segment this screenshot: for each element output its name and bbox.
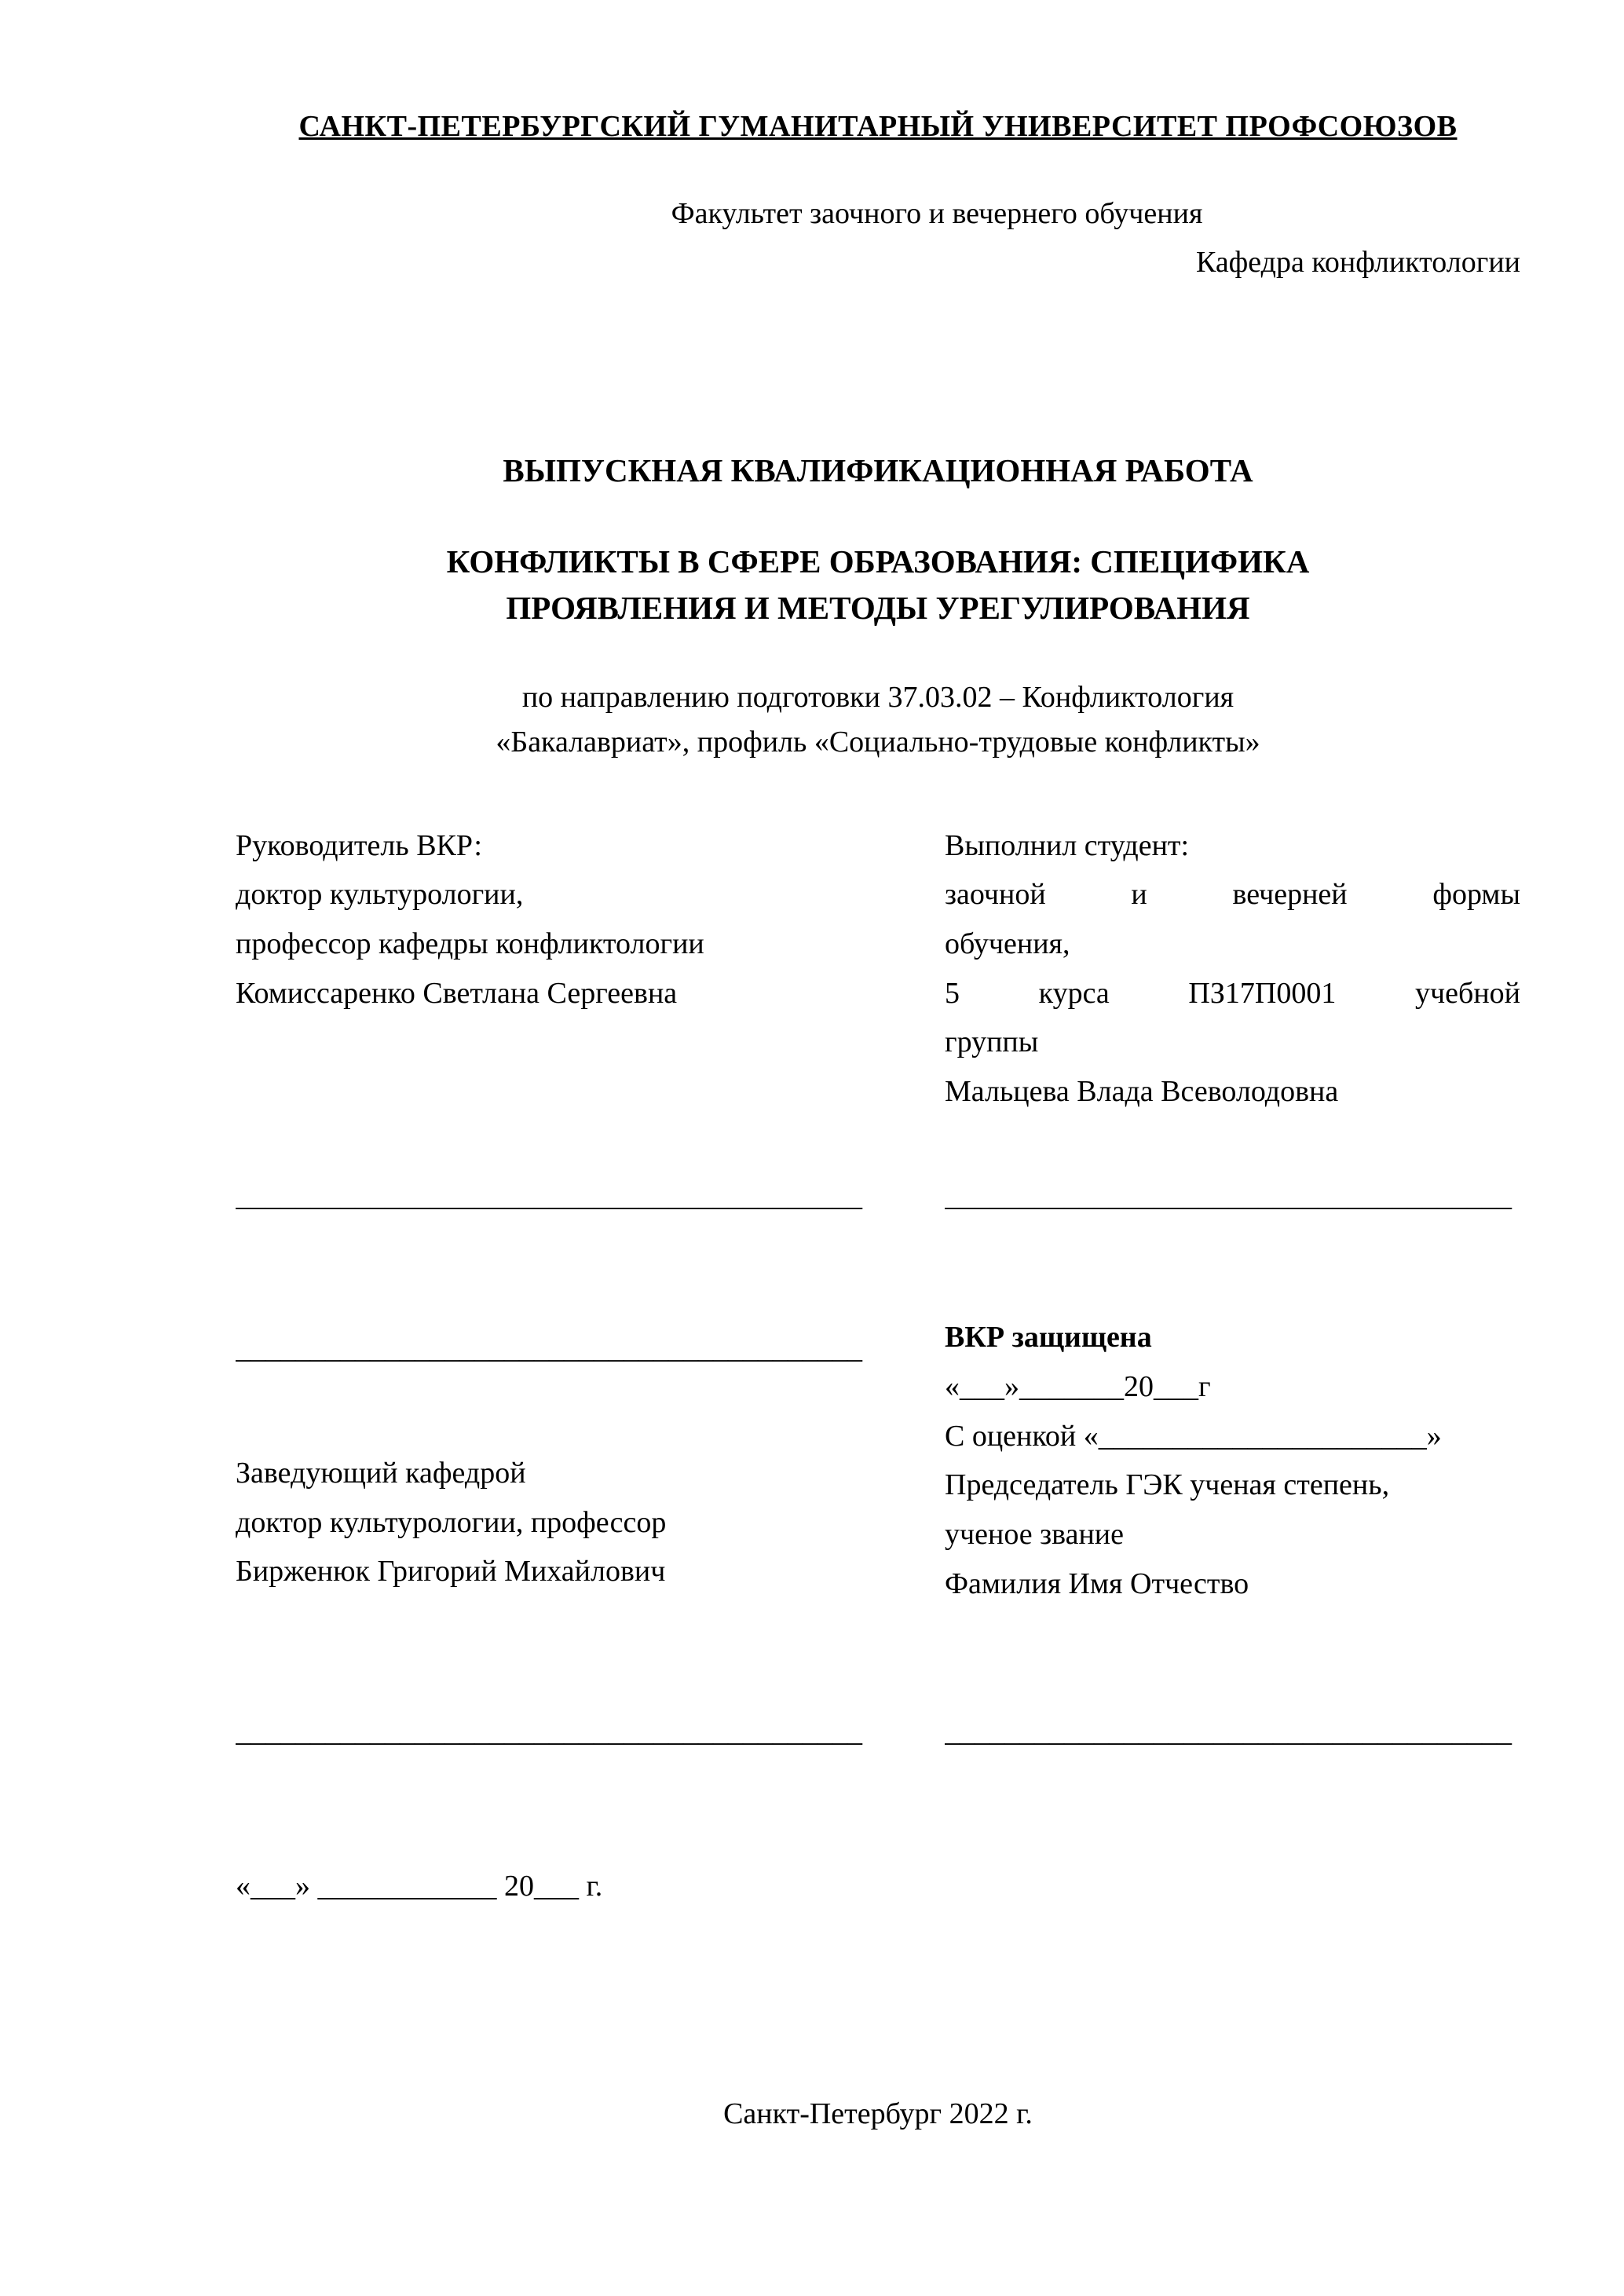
supervisor-label: Руководитель ВКР: [236, 828, 482, 862]
department-name: Кафедра конфликтологии [1195, 246, 1520, 280]
signature-row-1 [236, 1172, 1520, 1221]
defense-section [236, 1313, 1520, 1608]
page-content [236, 102, 1520, 1911]
gek-chair-line-2: ученое звание [945, 1518, 1124, 1552]
program-direction: по направлению подготовки 37.03.02 – Конфликтология [521, 680, 1234, 714]
defense-block [945, 1313, 1520, 1608]
defense-grade-line: С оценкой «______________________» [945, 1419, 1442, 1453]
head-signature-line-top: __________________________________________ [236, 1332, 862, 1366]
gek-chair-signature-line: ______________________________________ [945, 1714, 1512, 1748]
student-group-line-1: 5 курса ПЗ17П0001 учебной [945, 976, 1520, 1010]
head-signature-line-bottom: __________________________________________ [236, 1714, 862, 1748]
supervisor-degree: доктор культурологии, [236, 878, 524, 912]
faculty-name: Факультет заочного и вечернего обучения [671, 196, 1203, 230]
supervisor-student-section [236, 821, 1520, 1117]
student-signature-line: ______________________________________ [945, 1179, 1512, 1212]
approval-date-line: «___» ____________ 20___ г. [236, 1870, 603, 1903]
supervisor-position: профессор кафедры конфликтологии [236, 927, 704, 960]
program-profile: «Бакалавриат», профиль «Социально-трудовые конфликты» [496, 725, 1260, 759]
head-of-department-info [236, 1449, 864, 1596]
thesis-title [236, 539, 1520, 632]
head-degree: доктор культурологии, профессор [236, 1505, 667, 1539]
work-type-heading: ВЫПУСКНАЯ КВАЛИФИКАЦИОННАЯ РАБОТА [503, 452, 1253, 489]
student-name: Мальцева Влада Всеволодовна [945, 1075, 1339, 1109]
student-group-line-2: группы [945, 1026, 1039, 1059]
student-form-line-1: заочной и вечерней формы [945, 878, 1520, 912]
program-info [236, 675, 1520, 765]
city-year-line: Санкт-Петербург 2022 г. [723, 2097, 1033, 2131]
head-name: Бирженюк Григорий Михайлович [236, 1555, 666, 1589]
defense-label: ВКР защищена [945, 1321, 1152, 1355]
supervisor-name: Комиссаренко Светлана Сергеевна [236, 976, 678, 1010]
defense-date-line: «___»_______20___г [945, 1370, 1211, 1404]
student-block [945, 821, 1520, 1117]
head-position: Заведующий кафедрой [236, 1457, 526, 1490]
student-form-line-2: обучения, [945, 927, 1070, 960]
supervisor-block [236, 821, 864, 1117]
head-of-department-block [236, 1313, 864, 1608]
signature-row-2 [236, 1707, 1520, 1757]
gek-chair-line-3: Фамилия Имя Отчество [945, 1567, 1249, 1600]
gek-chair-line-1: Председатель ГЭК ученая степень, [945, 1468, 1390, 1502]
university-name: САНКТ-ПЕТЕРБУРГСКИЙ ГУМАНИТАРНЫЙ УНИВЕРСИТЕТ ПРОФСОЮЗОВ [298, 110, 1458, 143]
supervisor-signature-line: __________________________________________ [236, 1179, 862, 1212]
thesis-title-line-1: КОНФЛИКТЫ В СФЕРЕ ОБРАЗОВАНИЯ: СПЕЦИФИКА [446, 543, 1310, 579]
thesis-title-line-2: ПРОЯВЛЕНИЯ И МЕТОДЫ УРЕГУЛИРОВАНИЯ [506, 590, 1250, 627]
student-label: Выполнил студент: [945, 828, 1190, 862]
